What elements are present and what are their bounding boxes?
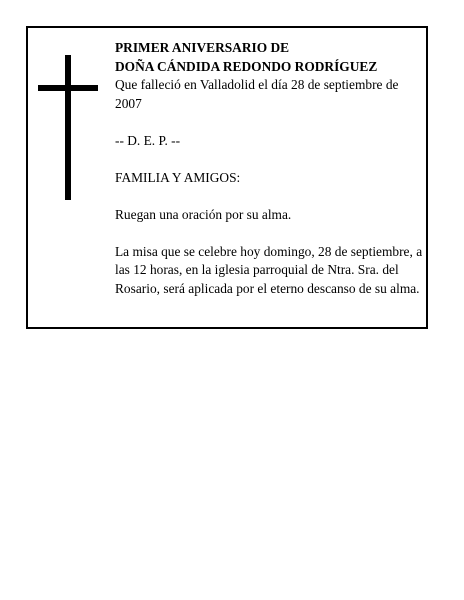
- notice-text: [115, 39, 427, 298]
- cross-icon: [38, 55, 98, 200]
- prayer-request: Ruegan una oración por su alma.: [115, 206, 292, 222]
- family-heading: FAMILIA Y AMIGOS:: [115, 169, 241, 185]
- rip-line: -- D. E. P. --: [115, 132, 181, 148]
- death-info: Que falleció en Valladolid el día 28 de septiembre de 2007: [115, 77, 399, 111]
- cross-vertical-bar: [65, 55, 71, 200]
- mass-info: La misa que se celebre hoy domingo, 28 de septiembre, a las 12 horas, en la iglesia parroquial de Ntra. Sra. del Rosario, será aplicada por el eterno descanso de su alma.: [115, 243, 423, 296]
- cross-horizontal-bar: [38, 85, 98, 91]
- notice-title-line-2: DOÑA CÁNDIDA REDONDO RODRÍGUEZ: [115, 58, 378, 74]
- notice-title-line-1: PRIMER ANIVERSARIO DE: [115, 40, 290, 55]
- obituary-notice: [26, 26, 428, 329]
